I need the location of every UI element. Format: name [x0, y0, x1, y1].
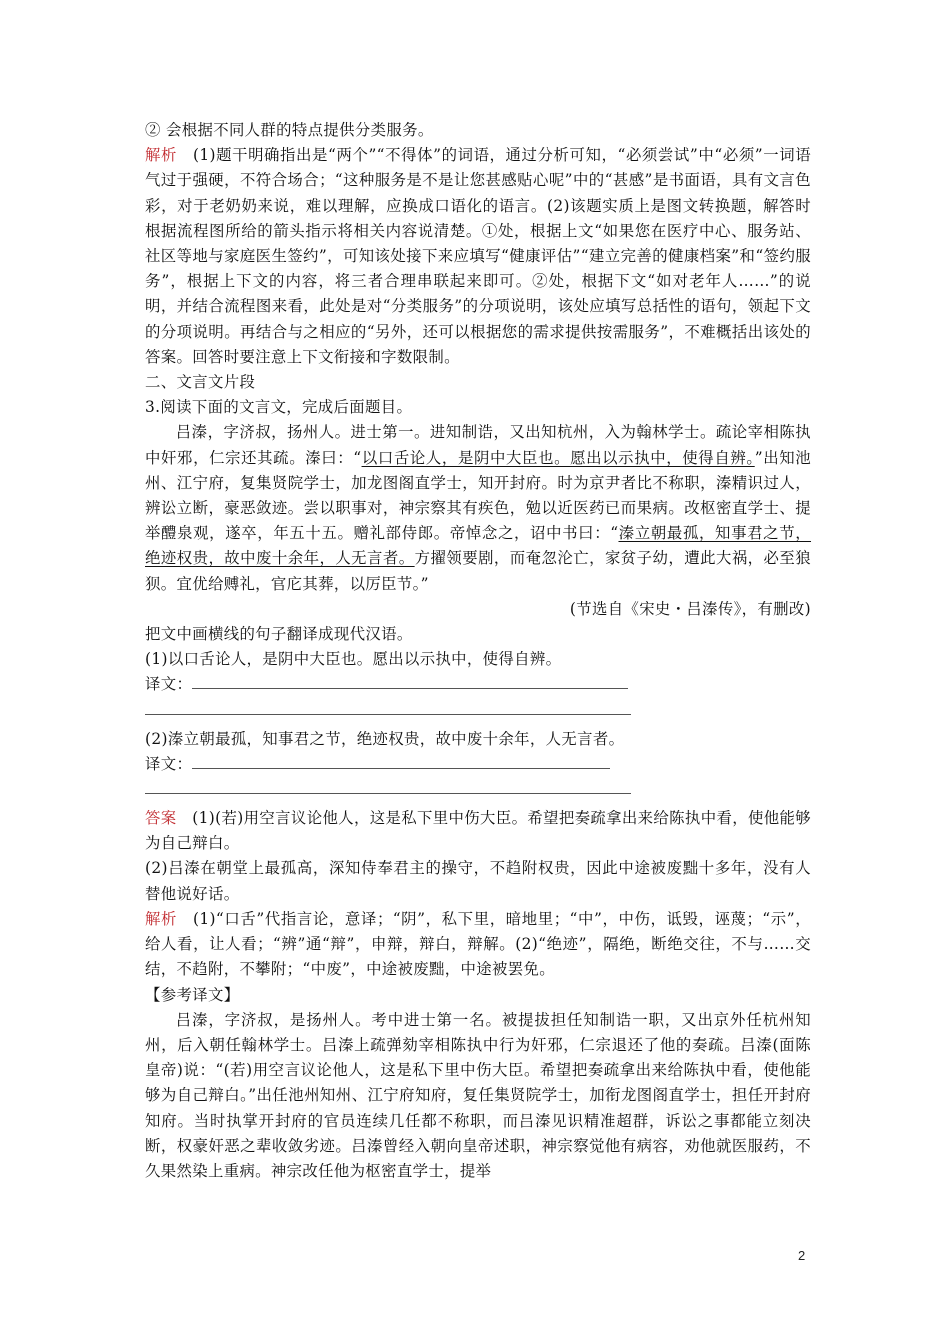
analysis-label: 解析: [145, 146, 177, 165]
item-2: ② 会根据不同人群的特点提供分类服务。: [145, 121, 434, 139]
answer-blank-1[interactable]: [192, 674, 628, 689]
answer-blank-1b[interactable]: [145, 698, 631, 715]
question-stem: 3.阅读下面的文言文，完成后面题目。: [145, 398, 413, 417]
analysis-label-2: 解析: [145, 909, 178, 928]
passage-part-2: ”出知池州、江宁府，复集贤院学士，加龙图阁直学士，知开封府。时为京尹者比不称职，溱精识过人，辨讼立断，豪恶敛迹。尝以职事对，神宗察其有疾色，勉以近医药已而果病。改枢密直学士、提举醴泉观，遂卒，年五十五。赠礼部侍郎。帝悼念之，诏中书曰：“: [145, 448, 811, 543]
sub-question-2: (2)溱立朝最孤，知事君之节，绝迹权贵，故中废十余年，人无言者。: [145, 729, 625, 748]
underlined-sentence-1: 以口舌论人，是阴中大臣也。愿出以示执中，使得自辨。: [361, 448, 755, 467]
translation-row-1: [145, 672, 811, 697]
analysis-2-text: (1)“口舌”代指言论，意译；“阴”，私下里，暗地里；“中”，中伤，诋毁，诬蔑；“示”，给人看，让人看；“辨”通“辩”，申辩，辩白，辩解。(2)“绝迹”，隔绝，断绝交往，不与……交结，不趋附，不攀附；“中废”，中途被废黜，中途被罢免。: [145, 909, 811, 979]
document-page: [145, 118, 811, 1184]
answer-blank-2b[interactable]: [145, 777, 631, 794]
answer-label: 答案: [145, 809, 177, 828]
answer-2: (2)吕溱在朝堂上最孤高，深知侍奉君主的操守，不趋附权贵，因此中途被废黜十多年，没有人替他说好话。: [145, 859, 811, 903]
analysis-1: [145, 143, 811, 370]
answer-blank-2[interactable]: [192, 754, 610, 769]
instruction: 把文中画横线的句子翻译成现代汉语。: [145, 625, 413, 644]
analysis-1-text: (1)题干明确指出是“两个”“不得体”的词语，通过分析可知，“必须尝试”中“必须”一词语气过于强硬，不符合场合；“这种服务是不是让您甚感贴心呢”中的“甚感”是书面语，具有文言色彩，对于老奶奶来说，难以理解，应换成口语化的语言。(2)该题实质上是图文转换题，解答时根据流程图所给的箭头指示将相关内容说清楚。①处，根据上文“如果您在医疗中心、服务站、社区等地与家庭医生签约”，可知该处接下来应填写“健康评估”“建立完善的健康档案”和“签约服务”，根据上下文的内容，将三者合理串联起来即可。②处，根据下文“如对老年人……”的说明，并结合流程图来看，此处是对“分类服务”的分项说明，该处应填写总括性的语句，领起下文的分项说明。再结合与之相应的“另外，还可以根据您的需求提供按需服务”，不难概括出该处的答案。回答时要注意上下文衔接和字数限制。: [145, 146, 811, 366]
translation-label-1: 译文：: [145, 675, 193, 694]
page-number: 2: [798, 1248, 806, 1263]
sub-question-1: (1)以口舌论人，是阴中大臣也。愿出以示执中，使得自辨。: [145, 650, 562, 669]
passage-part-1: 吕溱，字济叔，扬州人。进士第一。进知制诰，又出知杭州，入为翰林学士。疏论宰相陈执中奸邪，仁宗还其疏。溱曰：“: [145, 423, 811, 467]
underlined-sentence-2: 溱立朝最孤，知事君之节，绝迹权贵，故中废十余年，人无言者。: [145, 524, 812, 568]
translation-label-2: 译文：: [145, 754, 193, 773]
analysis-2: [145, 907, 811, 983]
reference-heading: 【参考译文】: [145, 985, 240, 1004]
answer-1-text: (1)(若)用空言议论他人，这是私下里中伤大臣。希望把奏疏拿出来给陈执中看，使他能够为自己辩白。: [145, 809, 811, 853]
passage-source: (节选自《宋史・吕溱传》，有删改): [569, 599, 811, 618]
translation-row-2: [145, 752, 811, 777]
answer-1: [145, 806, 811, 856]
passage-part-3: 方擢领要剧，而奄忽沦亡，家贫子幼，遭此大祸，必至狼狈。宜优给赙礼，官庀其葬，以厉臣节。”: [145, 549, 811, 593]
reference-translation: 吕溱，字济叔，是扬州人。考中进士第一名。被提拔担任知制诰一职，又出京外任杭州知州，后入朝任翰林学士。吕溱上疏弹劾宰相陈执中行为奸邪，仁宗退还了他的奏疏。吕溱(面陈皇帝)说：“(若)用空言议论他人，这是私下里中伤大臣。希望把奏疏拿出来给陈执中看，使他能够为自己辩白。”出任池州知州、江宁府知府，复任集贤院学士，加衔龙图阁直学士，担任开封府知府。当时执掌开封府的官员连续几任都不称职，而吕溱见识精准超群，诉讼之事都能立刻决断，权豪奸恶之辈收敛劣迹。吕溱曾经入朝向皇帝述职，神宗察觉他有病容，劝他就医服药，不久果然染上重病。神宗改任他为枢密直学士，提举: [145, 1010, 811, 1180]
classical-passage: [145, 420, 811, 596]
section-heading: 二、文言文片段: [145, 373, 256, 392]
